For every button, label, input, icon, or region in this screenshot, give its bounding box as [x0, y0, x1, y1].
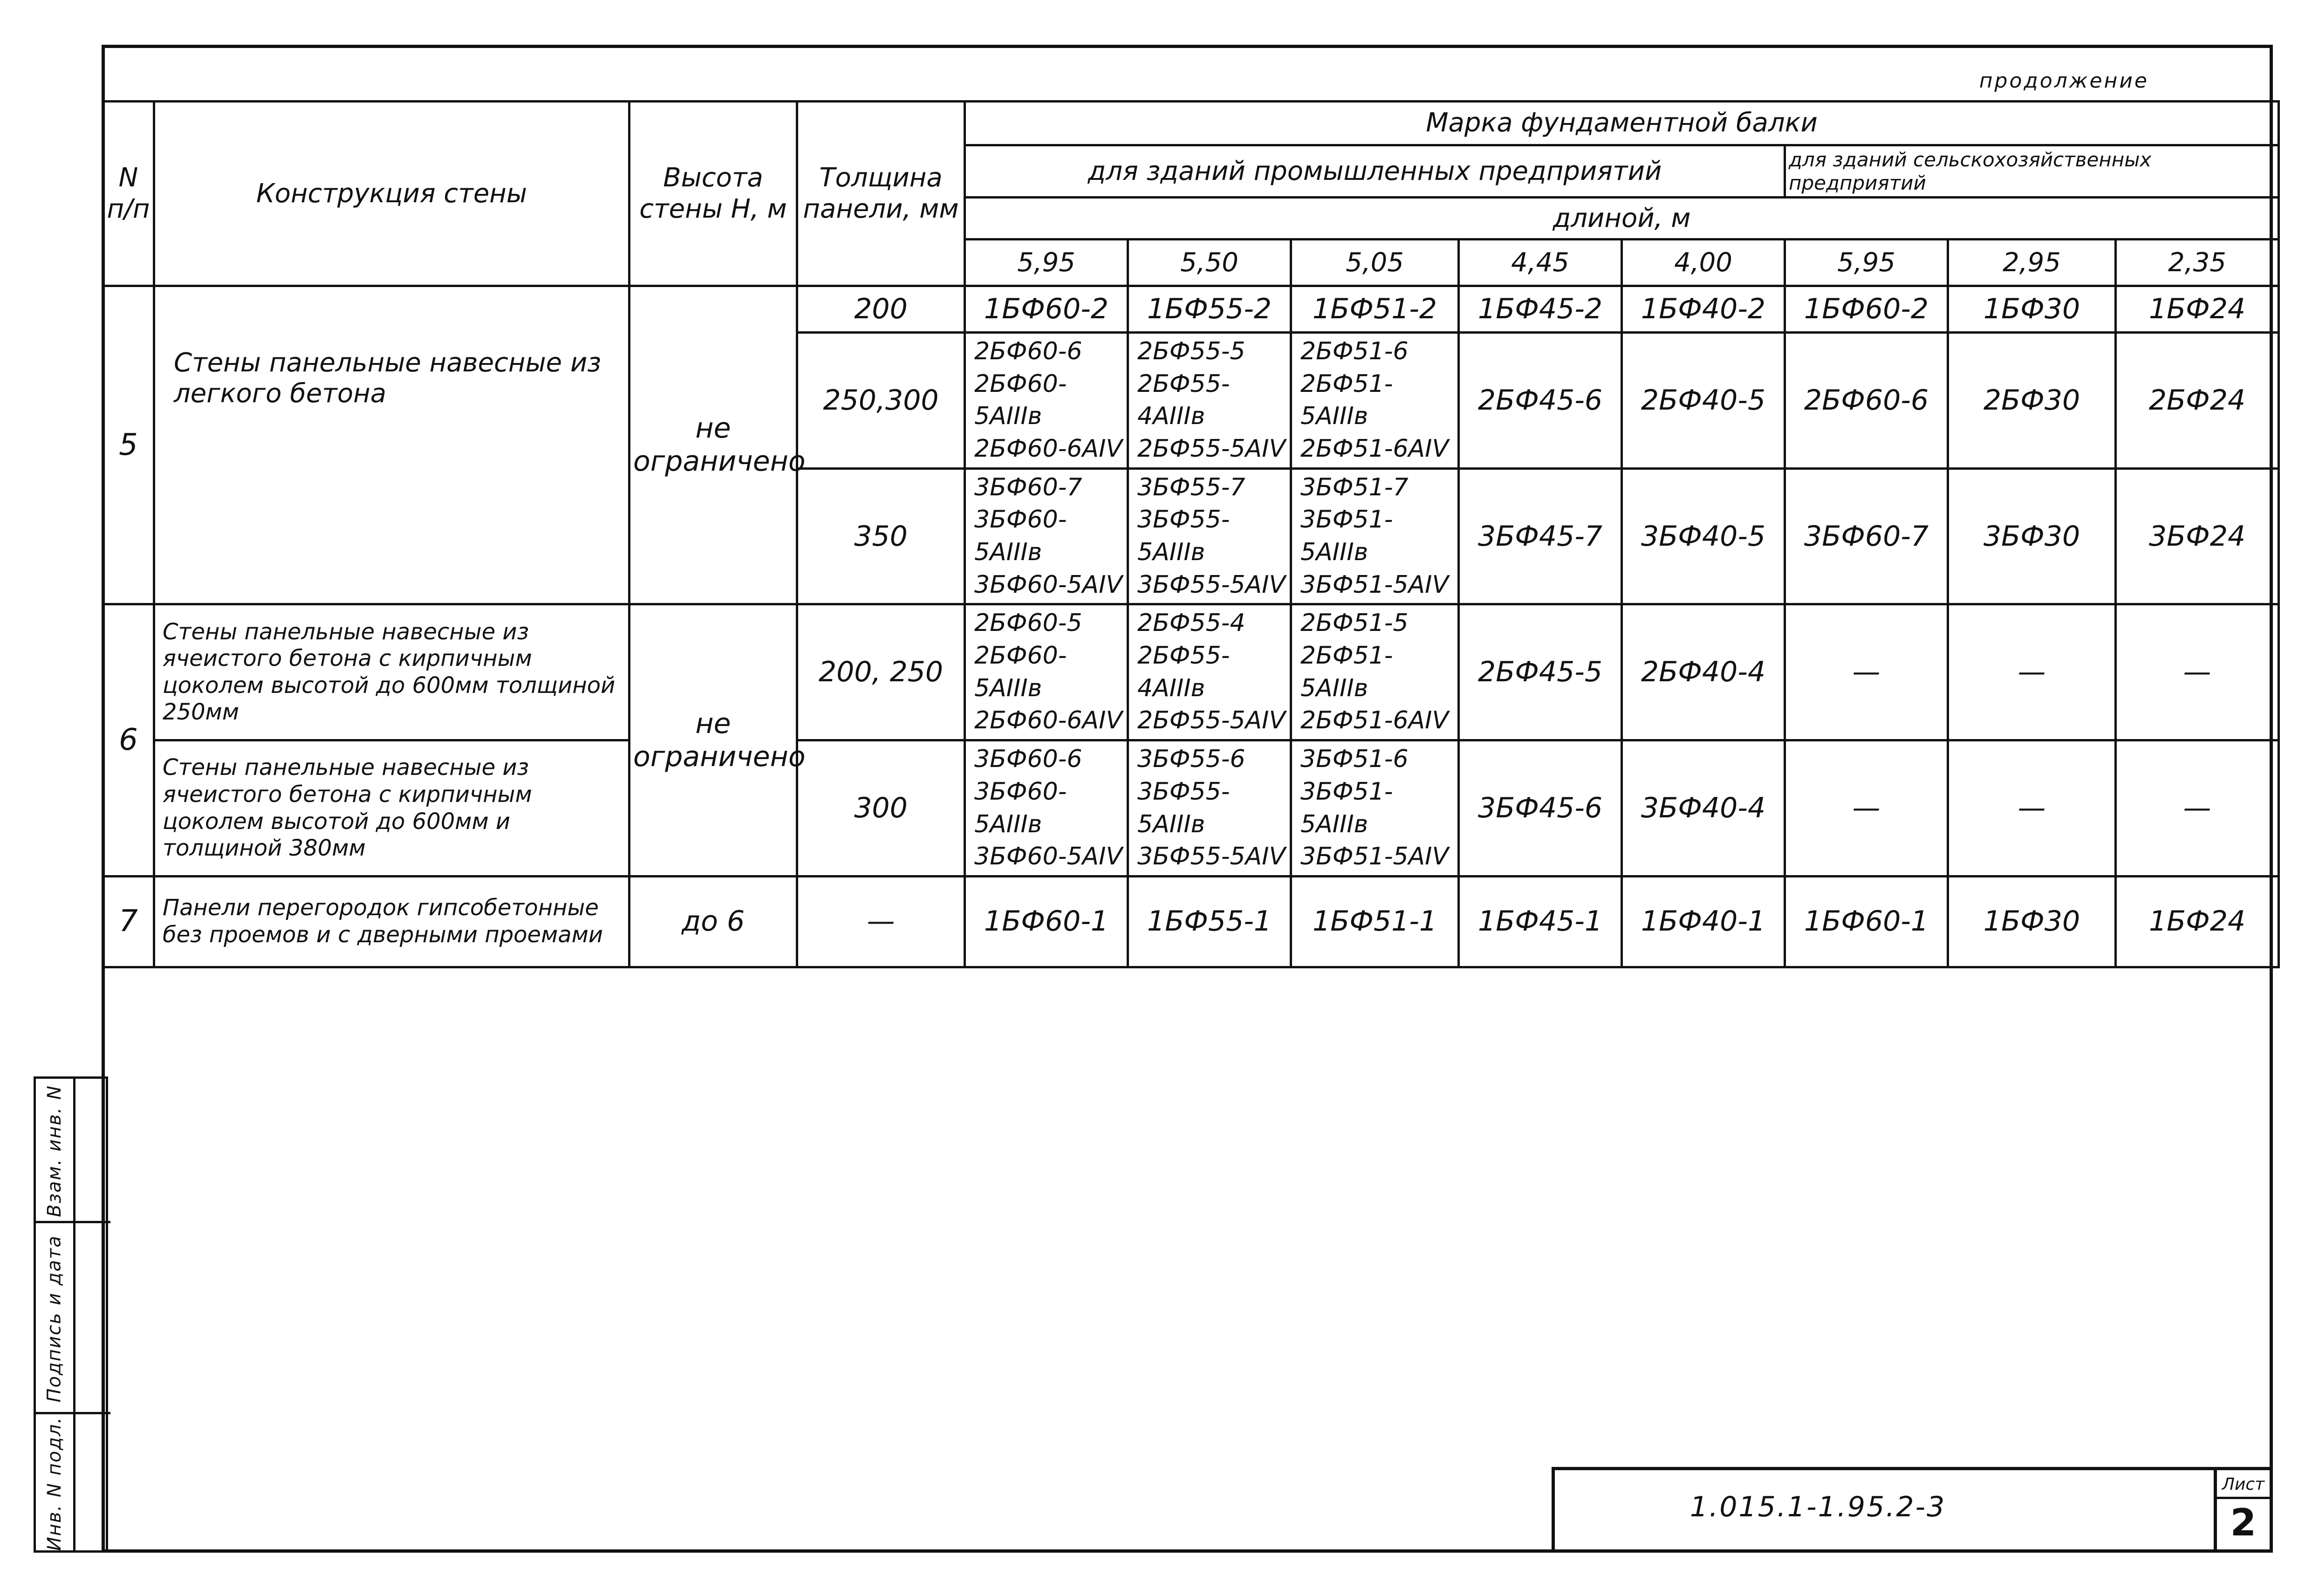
mark-line: 3БФ55-5АIIIв — [1137, 506, 1230, 567]
mark-stack — [1128, 333, 1291, 469]
mark-cell: 1БФ45-2 — [1459, 286, 1622, 333]
thickness-cell: — — [797, 876, 965, 967]
mark-cell: 2БФ40-5 — [1622, 333, 1785, 469]
thickness-cell: 300 — [797, 740, 965, 877]
mark-line: 2БФ55-5 — [1137, 337, 1245, 366]
side-label: Инв. N подл. — [44, 1416, 65, 1551]
length-7: 2,95 — [1948, 240, 2116, 286]
mark-line: 3БФ60-7 — [974, 473, 1082, 501]
mark-cell: 1БФ60-1 — [1785, 876, 1948, 967]
mark-line: 2БФ51-6 — [1300, 337, 1409, 366]
mark-line: 2БФ60-6АIV — [974, 435, 1123, 463]
side-label: Взам. инв. N — [44, 1085, 65, 1217]
foundation-beam-table — [102, 100, 2280, 968]
header-mark: Марка фундаментной балки — [965, 102, 2279, 145]
mark-cell: 3БФ30 — [1948, 468, 2116, 604]
header-agricultural: для зданий сельскохозяйственных предприятий — [1785, 145, 2279, 198]
construction-cell: Стены панельные навесные из ячеистого бетона с кирпичным цоколем высотой до 600мм толщиной 250мм — [154, 604, 629, 740]
length-1: 5,95 — [965, 240, 1128, 286]
mark-cell: 2БФ30 — [1948, 333, 2116, 469]
mark-line: 2БФ51-6АIV — [1300, 435, 1449, 463]
mark-line: 3БФ51-5АIIIв — [1300, 506, 1393, 567]
mark-cell: 3БФ45-6 — [1459, 740, 1622, 877]
mark-cell: 1БФ24 — [2116, 286, 2279, 333]
mark-cell: — — [1948, 604, 2116, 740]
mark-cell: 2БФ40-4 — [1622, 604, 1785, 740]
mark-cell: — — [1785, 604, 1948, 740]
sheet-label: Лист — [2217, 1470, 2270, 1499]
mark-line: 3БФ55-7 — [1137, 473, 1245, 501]
mark-cell: — — [2116, 740, 2279, 877]
header-num: N п/п — [103, 102, 154, 286]
mark-cell: — — [1948, 740, 2116, 877]
mark-cell: 3БФ40-4 — [1622, 740, 1785, 877]
mark-cell: 3БФ24 — [2116, 468, 2279, 604]
mark-cell: 3БФ60-7 — [1785, 468, 1948, 604]
mark-line: 2БФ55-4АIIIв — [1137, 642, 1230, 702]
mark-line: 3БФ51-6 — [1300, 745, 1409, 774]
length-3: 5,05 — [1291, 240, 1459, 286]
thickness-cell: 250,300 — [797, 333, 965, 469]
mark-line: 3БФ60-5АIV — [974, 843, 1123, 871]
mark-line: 3БФ51-5АIV — [1300, 570, 1449, 599]
mark-stack — [965, 604, 1128, 740]
mark-line: 3БФ55-5АIV — [1137, 843, 1286, 871]
mark-line: 2БФ55-5АIV — [1137, 706, 1286, 735]
mark-line: 2БФ55-4АIIIв — [1137, 370, 1230, 431]
title-block — [1552, 1467, 2273, 1553]
mark-cell: — — [2116, 604, 2279, 740]
length-8: 2,35 — [2116, 240, 2279, 286]
construction-cell: Стены панельные навесные из легкого бетона — [154, 286, 629, 604]
mark-stack — [965, 468, 1128, 604]
height-cell: не ограничено — [629, 604, 797, 876]
mark-stack — [1128, 740, 1291, 877]
mark-cell: 2БФ45-6 — [1459, 333, 1622, 469]
mark-cell: 1БФ60-2 — [1785, 286, 1948, 333]
continued-label: продолжение — [1979, 69, 2149, 93]
mark-cell: 1БФ40-2 — [1622, 286, 1785, 333]
mark-stack — [1291, 604, 1459, 740]
row-number: 6 — [103, 604, 154, 876]
construction-cell: Стены панельные навесные из ячеистого бетона с кирпичным цоколем высотой до 600мм и толщиной 380мм — [154, 740, 629, 877]
mark-stack — [965, 740, 1128, 877]
mark-line: 2БФ60-6 — [974, 337, 1082, 366]
header-industrial: для зданий промышленных предприятий — [965, 145, 1785, 198]
mark-cell: 2БФ45-5 — [1459, 604, 1622, 740]
header-construction: Конструкция стены — [154, 102, 629, 286]
side-cell-blank — [73, 1414, 110, 1553]
mark-stack — [1128, 604, 1291, 740]
row-number: 5 — [103, 286, 154, 604]
thickness-cell: 200, 250 — [797, 604, 965, 740]
mark-line: 2БФ60-5АIIIв — [974, 370, 1067, 431]
mark-line: 2БФ60-6АIV — [974, 706, 1123, 735]
mark-stack — [1291, 468, 1459, 604]
mark-line: 3БФ55-6 — [1137, 745, 1245, 774]
mark-line: 3БФ55-5АIIIв — [1137, 777, 1230, 838]
thickness-cell: 200 — [797, 286, 965, 333]
mark-line: 2БФ51-5 — [1300, 609, 1409, 637]
mark-line: 2БФ51-6АIV — [1300, 706, 1449, 735]
mark-line: 2БФ51-5АIIIв — [1300, 642, 1393, 702]
mark-line: 2БФ60-5АIIIв — [974, 642, 1067, 702]
mark-cell: 1БФ60-1 — [965, 876, 1128, 967]
row-number: 7 — [103, 876, 154, 967]
mark-cell: 1БФ24 — [2116, 876, 2279, 967]
length-4: 4,45 — [1459, 240, 1622, 286]
mark-line: 2БФ55-4 — [1137, 609, 1245, 637]
sheet-box — [2214, 1470, 2270, 1549]
mark-cell: 1БФ45-1 — [1459, 876, 1622, 967]
mark-cell: 3БФ40-5 — [1622, 468, 1785, 604]
mark-line: 2БФ55-5АIV — [1137, 435, 1286, 463]
mark-stack — [1291, 740, 1459, 877]
mark-cell: — — [1785, 740, 1948, 877]
header-length: длиной, м — [965, 198, 2279, 240]
mark-line: 3БФ60-6 — [974, 745, 1082, 774]
mark-stack — [1128, 468, 1291, 604]
mark-cell: 1БФ55-1 — [1128, 876, 1291, 967]
mark-line: 3БФ51-7 — [1300, 473, 1409, 501]
side-cell-blank — [73, 1079, 110, 1223]
mark-line: 3БФ60-5АIIIв — [974, 506, 1067, 567]
height-cell: не ограничено — [629, 286, 797, 604]
side-stamp — [34, 1076, 108, 1553]
mark-stack — [965, 333, 1128, 469]
side-label: Подпись и дата — [44, 1235, 66, 1403]
mark-line: 2БФ60-5 — [974, 609, 1082, 637]
mark-cell: 2БФ60-6 — [1785, 333, 1948, 469]
mark-cell: 1БФ40-1 — [1622, 876, 1785, 967]
mark-cell: 1БФ55-2 — [1128, 286, 1291, 333]
mark-line: 3БФ60-5АIV — [974, 570, 1123, 599]
mark-cell: 1БФ30 — [1948, 876, 2116, 967]
construction-cell: Панели перегородок гипсобетонные без проемов и с дверными проемами — [154, 876, 629, 967]
mark-line: 3БФ51-5АIV — [1300, 843, 1449, 871]
header-thickness: Толщина панели, мм — [797, 102, 965, 286]
mark-line: 3БФ60-5АIIIв — [974, 777, 1067, 838]
header-height: Высота стены Н, м — [629, 102, 797, 286]
height-cell: до 6 — [629, 876, 797, 967]
side-cell-blank — [73, 1223, 110, 1414]
mark-cell: 3БФ45-7 — [1459, 468, 1622, 604]
length-6: 5,95 — [1785, 240, 1948, 286]
mark-stack — [1291, 333, 1459, 469]
thickness-cell: 350 — [797, 468, 965, 604]
mark-cell: 2БФ24 — [2116, 333, 2279, 469]
mark-line: 2БФ51-5АIIIв — [1300, 370, 1393, 431]
mark-cell: 1БФ60-2 — [965, 286, 1128, 333]
length-5: 4,00 — [1622, 240, 1785, 286]
sheet-number: 2 — [2230, 1501, 2257, 1544]
mark-line: 3БФ51-5АIIIв — [1300, 777, 1393, 838]
length-2: 5,50 — [1128, 240, 1291, 286]
mark-line: 3БФ55-5АIV — [1137, 570, 1286, 599]
mark-cell: 1БФ30 — [1948, 286, 2116, 333]
mark-cell: 1БФ51-1 — [1291, 876, 1459, 967]
mark-cell: 1БФ51-2 — [1291, 286, 1459, 333]
document-code: 1.015.1-1.95.2-3 — [1690, 1491, 1946, 1523]
